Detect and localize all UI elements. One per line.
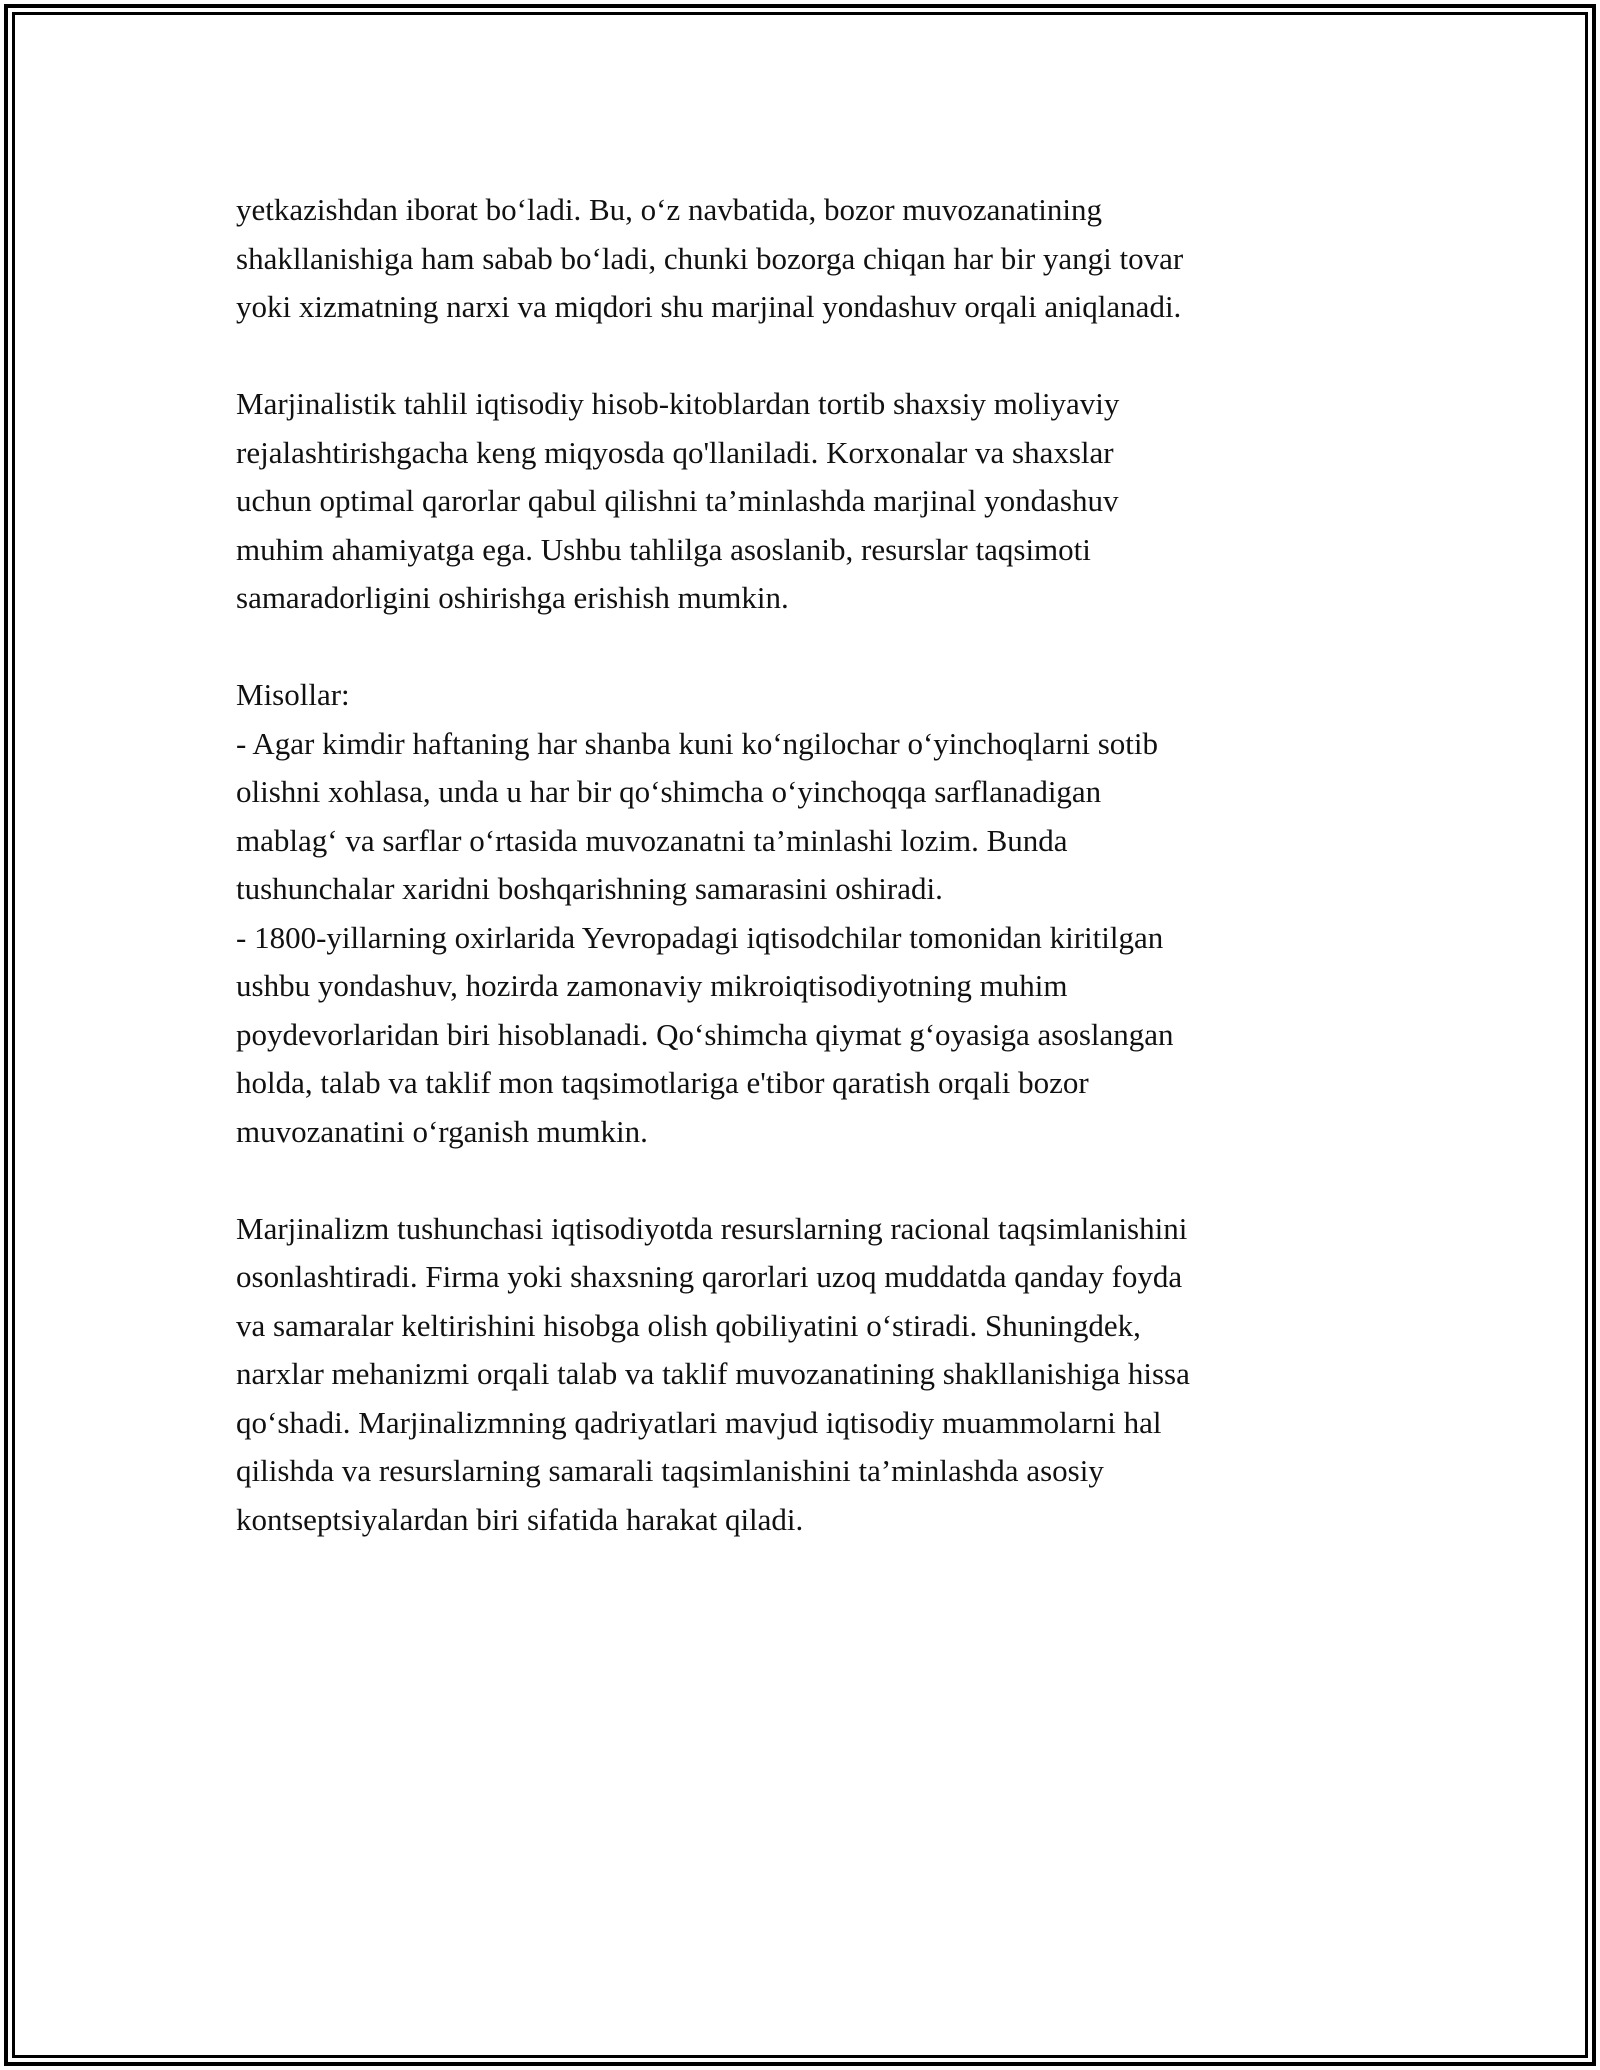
text-line: yoki xizmatning narxi va miqdori shu marjinal yondashuv orqali aniqlanadi.: [236, 289, 1182, 324]
text-line: olishni xohlasa, unda u har bir qoʻshimcha oʻyinchoqqa sarflanadigan: [236, 774, 1102, 809]
text-line: narxlar mehanizmi orqali talab va taklif muvozanatining shakllanishiga hissa: [236, 1356, 1190, 1391]
text-line: holda, talab va taklif mon taqsimotlariga e'tibor qaratish orqali bozor: [236, 1065, 1089, 1100]
text-line: Marjinalizm tushunchasi iqtisodiyotda resurslarning racional taqsimlanishini: [236, 1210, 1188, 1246]
text-line: qilishda va resurslarning samarali taqsimlanishini ta’minlashda asosiy: [236, 1453, 1104, 1488]
document-body: [236, 186, 1386, 1593]
paragraph-1: [236, 186, 1386, 332]
text-line: osonlashtiradi. Firma yoki shaxsning qarorlari uzoq muddatda qanday foyda: [236, 1259, 1183, 1294]
paragraph-3: [236, 671, 1386, 1156]
text-line: poydevorlaridan biri hisoblanadi. Qoʻshimcha qiymat gʻoyasiga asoslangan: [236, 1016, 1174, 1052]
text-line: tushunchalar xaridni boshqarishning samarasini oshiradi.: [236, 871, 943, 906]
text-line: uchun optimal qarorlar qabul qilishni ta’minlashda marjinal yondashuv: [236, 483, 1119, 518]
text-line: samaradorligini oshirishga erishish mumkin.: [236, 580, 789, 615]
text-line: muvozanatini oʻrganish mumkin.: [236, 1113, 648, 1149]
text-line: - Agar kimdir haftaning har shanba kuni koʻngilochar oʻyinchoqlarni sotib: [236, 725, 1159, 761]
text-line: va samaralar keltirishini hisobga olish qobiliyatini oʻstiradi. Shuningdek,: [236, 1307, 1141, 1343]
text-line: muhim ahamiyatga ega. Ushbu tahlilga asoslanib, resurslar taqsimoti: [236, 531, 1091, 567]
text-line: Marjinalistik tahlil iqtisodiy hisob-kitoblardan tortib shaxsiy moliyaviy: [236, 386, 1120, 421]
section-heading: Misollar:: [236, 677, 350, 712]
text-line: rejalashtirishgacha keng miqyosda qo'llaniladi. Korxonalar va shaxslar: [236, 434, 1114, 470]
text-line: shakllanishiga ham sabab boʻladi, chunki bozorga chiqan har bir yangi tovar: [236, 240, 1184, 276]
text-line: kontseptsiyalardan biri sifatida harakat qiladi.: [236, 1501, 804, 1537]
paragraph-2: [236, 380, 1386, 623]
text-line: yetkazishdan iborat boʻladi. Bu, oʻz navbatida, bozor muvozanatining: [236, 192, 1103, 227]
text-line: mablagʻ va sarflar oʻrtasida muvozanatni ta’minlashi lozim. Bunda: [236, 822, 1068, 858]
text-line: ushbu yondashuv, hozirda zamonaviy mikroiqtisodiyotning muhim: [236, 968, 1068, 1003]
text-line: - 1800-yillarning oxirlarida Yevropadagi iqtisodchilar tomonidan kiritilgan: [236, 919, 1164, 955]
paragraph-4: [236, 1205, 1386, 1545]
text-line: qoʻshadi. Marjinalizmning qadriyatlari mavjud iqtisodiy muammolarni hal: [236, 1404, 1162, 1440]
